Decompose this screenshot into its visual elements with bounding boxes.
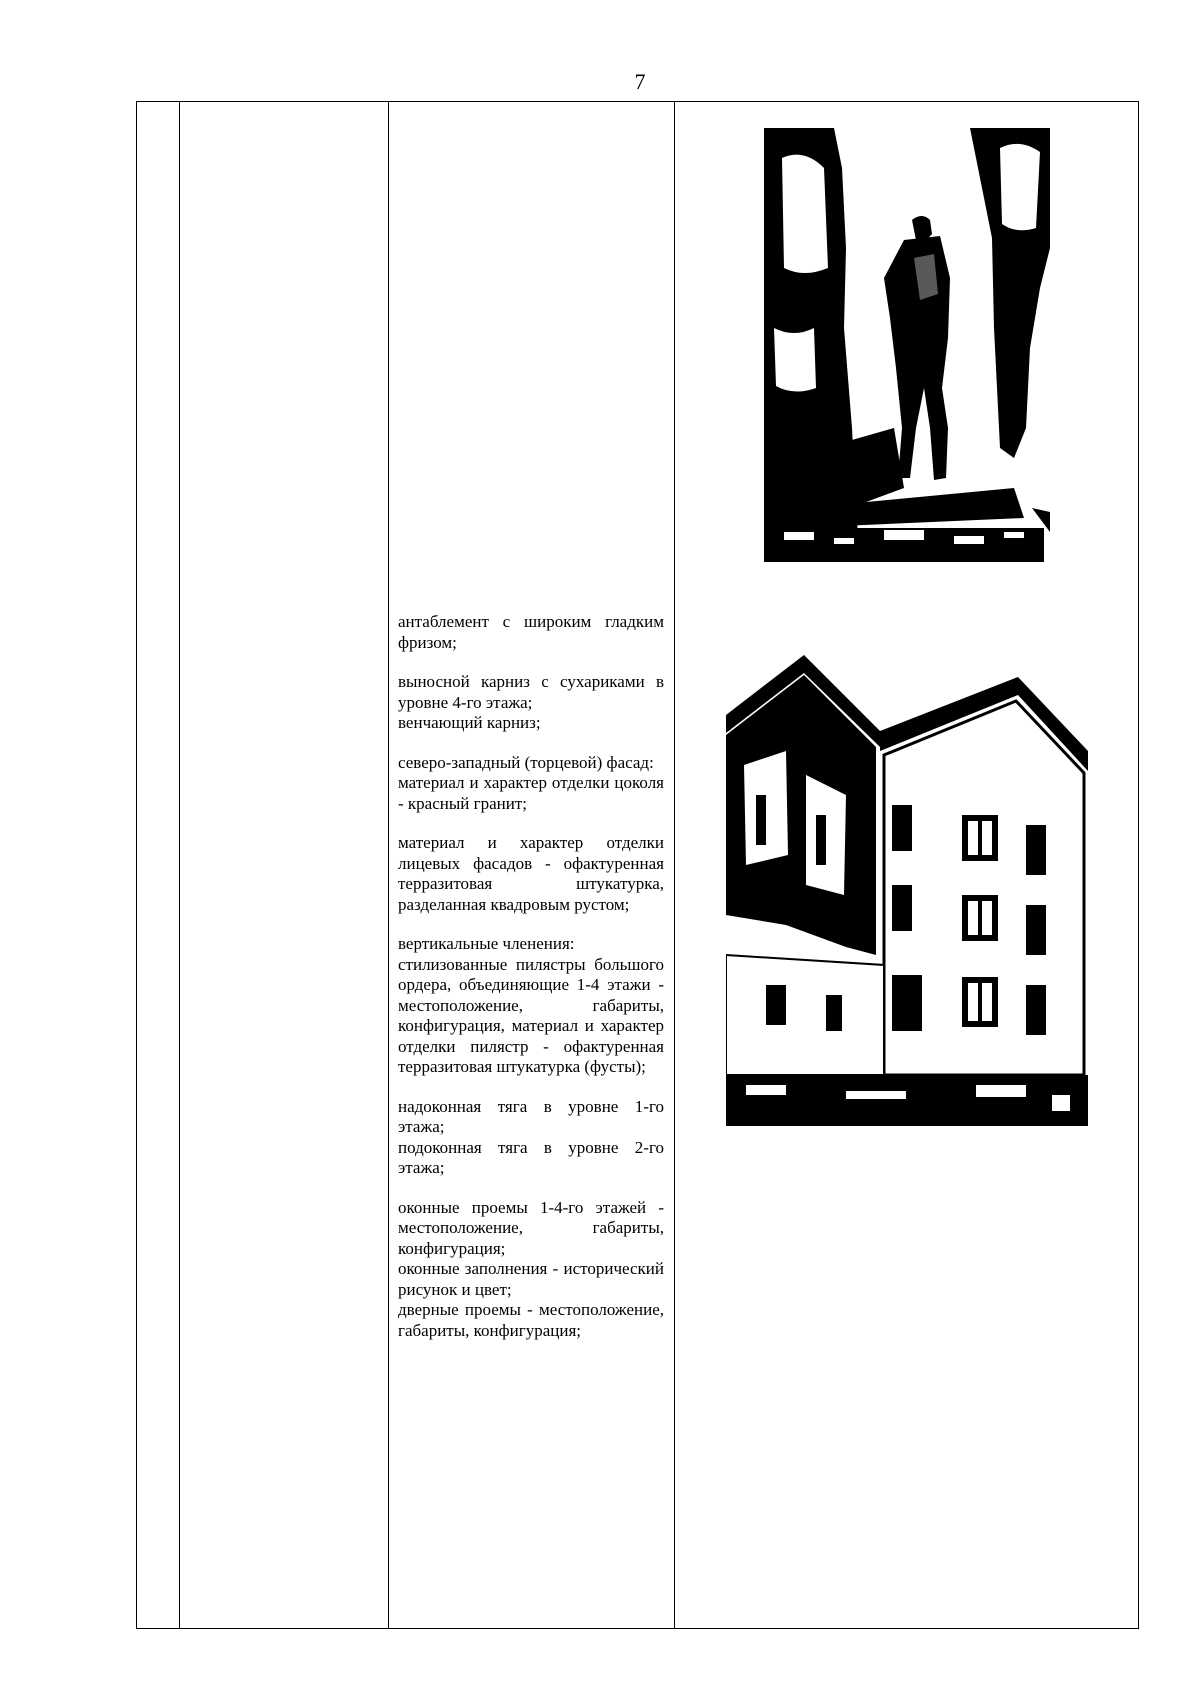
- building-corner-photo-icon: [726, 655, 1088, 1126]
- description-paragraph: венчающий карниз;: [398, 713, 541, 732]
- description-paragraph: выносной карниз с сухариками в уровне 4-го этажа;: [398, 672, 664, 712]
- protected-elements-description: [398, 612, 664, 1341]
- statue-photo-icon: [764, 128, 1050, 562]
- page-number: 7: [634, 69, 646, 94]
- table-column-divider: [674, 102, 675, 1628]
- description-paragraph: вертикальные членения:: [398, 934, 575, 953]
- description-paragraph: оконные заполнения - исторический рисунок и цвет;: [398, 1259, 664, 1299]
- description-paragraph: антаблемент с широким гладким фризом;: [398, 612, 664, 652]
- table-column-divider: [388, 102, 389, 1628]
- table-column-divider: [179, 102, 180, 1628]
- description-paragraph: северо-западный (торцевой) фасад:: [398, 752, 654, 772]
- description-paragraph: материал и характер отделки лицевых фасадов - офактуренная терразитовая штукатурка, разделанная квадровым рустом;: [398, 833, 664, 914]
- description-paragraph: оконные проемы 1-4-го этажей - местоположение, габариты, конфигурация;: [398, 1197, 664, 1258]
- description-paragraph: дверные проемы - местоположение, габариты, конфигурация;: [398, 1300, 664, 1340]
- description-paragraph: материал и характер отделки цоколя - красный гранит;: [398, 773, 664, 813]
- description-paragraph: надоконная тяга в уровне 1-го этажа;: [398, 1096, 664, 1136]
- description-paragraph: подоконная тяга в уровне 2-го этажа;: [398, 1137, 664, 1177]
- description-paragraph: стилизованные пилястры большого ордера, объединяющие 1-4 этажи - местоположение, габариты, конфигурация, материал и характер отделки пилястр - офактуренная терразитовая штукатурка (фусты);: [398, 954, 664, 1076]
